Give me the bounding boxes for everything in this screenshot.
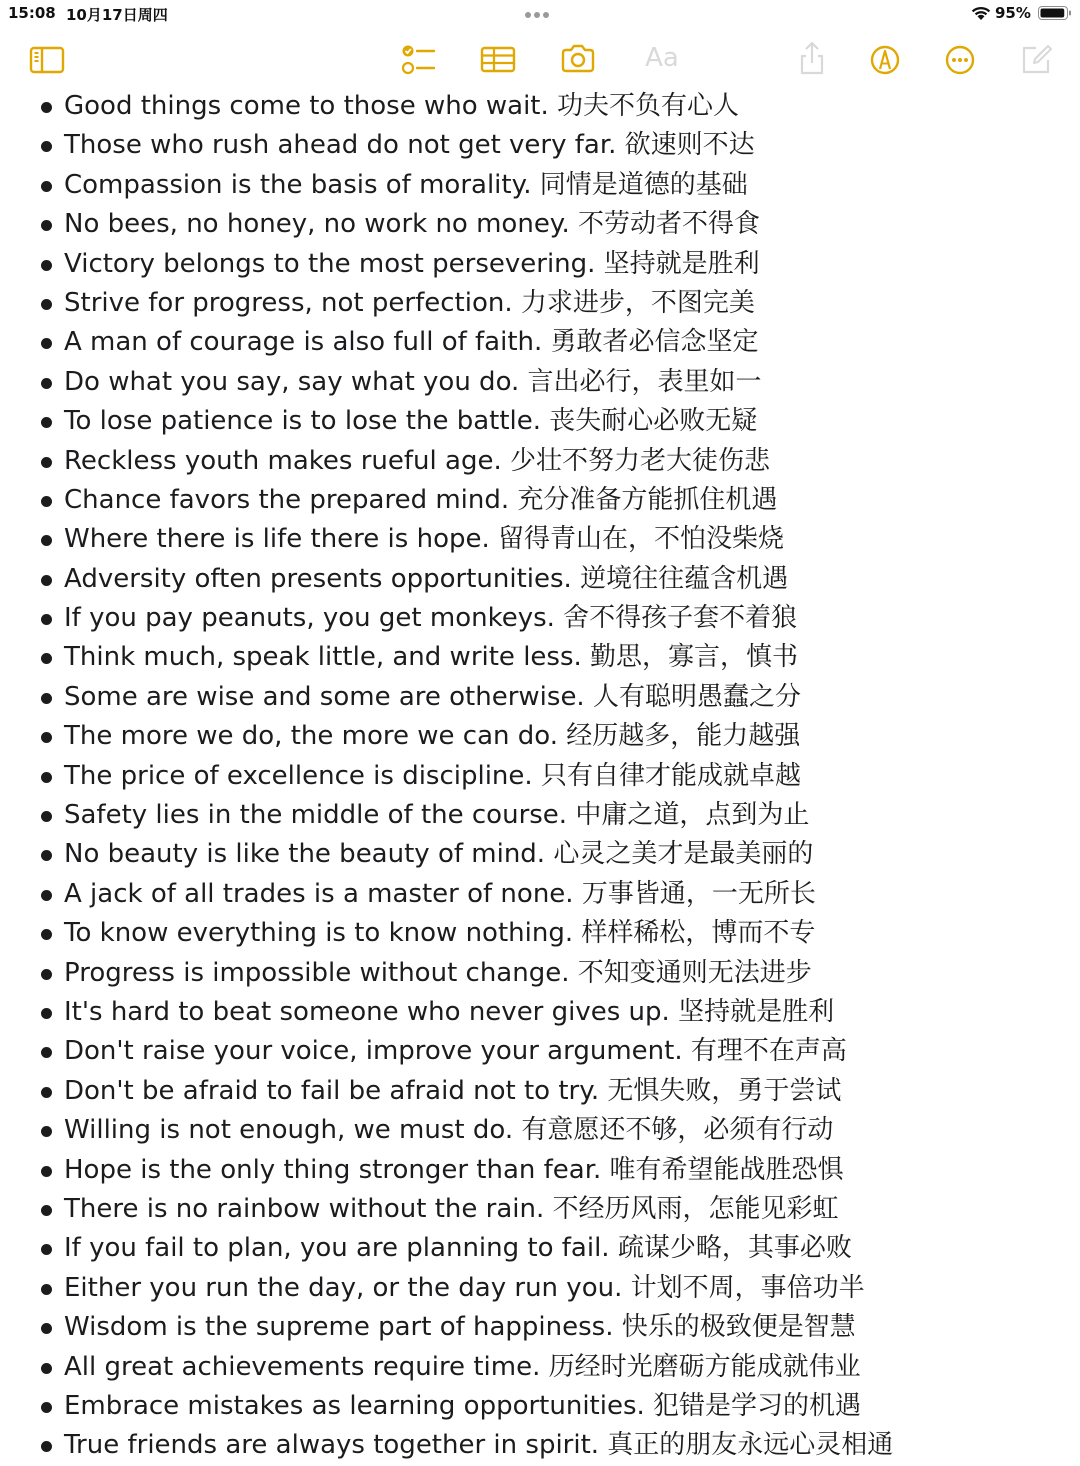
sidebar-icon xyxy=(28,38,68,78)
status-date: 10月17日周四 xyxy=(66,6,168,24)
list-item[interactable]: Wisdom is the supreme part of happiness. 快乐的极致便是智慧 xyxy=(40,1308,1070,1347)
list-item[interactable]: Don't be afraid to fail be afraid not to try. 无惧失败，勇于尝试 xyxy=(40,1072,1070,1111)
more-button[interactable] xyxy=(940,38,980,78)
list-item[interactable]: All great achievements require time. 历经时光磨砺方能成就伟业 xyxy=(40,1348,1070,1387)
list-item[interactable]: A man of courage is also full of faith. 勇敢者必信念坚定 xyxy=(40,323,1070,362)
notes-toolbar xyxy=(0,38,1080,84)
note-bullet-list[interactable] xyxy=(40,87,1070,1466)
list-item[interactable]: If you pay peanuts, you get monkeys. 舍不得孩子套不着狼 xyxy=(40,599,1070,638)
list-item[interactable]: The price of excellence is discipline. 只有自律才能成就卓越 xyxy=(40,757,1070,796)
camera-button[interactable] xyxy=(558,38,598,78)
markup-pen-icon xyxy=(865,38,905,78)
list-item[interactable]: To know everything is to know nothing. 样样稀松，博而不专 xyxy=(40,914,1070,953)
list-item[interactable]: Willing is not enough, we must do. 有意愿还不够，必须有行动 xyxy=(40,1111,1070,1150)
list-item[interactable]: No bees, no honey, no work no money. 不劳动者不得食 xyxy=(40,205,1070,244)
list-item[interactable]: Chance favors the prepared mind. 充分准备方能抓住机遇 xyxy=(40,481,1070,520)
sidebar-toggle-button[interactable] xyxy=(28,38,68,78)
list-item[interactable]: The more we do, the more we can do. 经历越多，能力越强 xyxy=(40,717,1070,756)
camera-icon xyxy=(558,38,598,78)
more-icon xyxy=(940,38,980,78)
list-item[interactable]: Where there is life there is hope. 留得青山在，不怕没柴烧 xyxy=(40,520,1070,559)
list-item[interactable]: To lose patience is to lose the battle. 丧失耐心必败无疑 xyxy=(40,402,1070,441)
list-item[interactable]: There is no rainbow without the rain. 不经历风雨，怎能见彩虹 xyxy=(40,1190,1070,1229)
list-item[interactable]: Some are wise and some are otherwise. 人有聪明愚蠢之分 xyxy=(40,678,1070,717)
multitasking-dots-icon[interactable] xyxy=(525,4,557,14)
list-item[interactable]: Strive for progress, not perfection. 力求进步，不图完美 xyxy=(40,284,1070,323)
list-item[interactable]: It's hard to beat someone who never gives up. 坚持就是胜利 xyxy=(40,993,1070,1032)
list-item[interactable]: Do what you say, say what you do. 言出必行，表里如一 xyxy=(40,363,1070,402)
list-item[interactable]: Reckless youth makes rueful age. 少壮不努力老大徒伤悲 xyxy=(40,442,1070,481)
list-item[interactable]: Good things come to those who wait. 功夫不负有心人 xyxy=(40,87,1070,126)
checklist-icon xyxy=(398,38,438,78)
share-icon xyxy=(792,38,832,78)
checklist-button[interactable] xyxy=(398,38,438,78)
list-item[interactable]: Compassion is the basis of morality. 同情是道德的基础 xyxy=(40,166,1070,205)
list-item[interactable]: Adversity often presents opportunities. 逆境往往蕴含机遇 xyxy=(40,560,1070,599)
list-item[interactable]: Safety lies in the middle of the course. 中庸之道，点到为止 xyxy=(40,796,1070,835)
list-item[interactable]: Hope is the only thing stronger than fear. 唯有希望能战胜恐惧 xyxy=(40,1151,1070,1190)
table-button[interactable] xyxy=(478,38,518,78)
list-item[interactable]: Progress is impossible without change. 不知变通则无法进步 xyxy=(40,954,1070,993)
battery-percent: 95% xyxy=(995,4,1031,22)
table-icon xyxy=(478,38,518,78)
list-item[interactable]: Victory belongs to the most persevering. 坚持就是胜利 xyxy=(40,245,1070,284)
share-button[interactable] xyxy=(792,38,832,78)
list-item[interactable]: No beauty is like the beauty of mind. 心灵之美才是最美丽的 xyxy=(40,835,1070,874)
list-item[interactable]: A jack of all trades is a master of none. 万事皆通，一无所长 xyxy=(40,875,1070,914)
markup-button[interactable] xyxy=(865,38,905,78)
compose-button[interactable] xyxy=(1016,38,1056,78)
format-text-button[interactable]: Aa xyxy=(645,43,679,73)
list-item[interactable]: Either you run the day, or the day run you. 计划不周，事倍功半 xyxy=(40,1269,1070,1308)
compose-icon xyxy=(1016,38,1056,78)
list-item[interactable]: Think much, speak little, and write less. 勤思，寡言，慎书 xyxy=(40,638,1070,677)
list-item[interactable]: Embrace mistakes as learning opportunities. 犯错是学习的机遇 xyxy=(40,1387,1070,1426)
status-bar xyxy=(0,0,1080,26)
list-item[interactable]: If you fail to plan, you are planning to fail. 疏谋少略，其事必败 xyxy=(40,1229,1070,1268)
list-item[interactable]: Those who rush ahead do not get very far. 欲速则不达 xyxy=(40,126,1070,165)
wifi-icon xyxy=(970,5,992,21)
list-item[interactable]: True friends are always together in spirit. 真正的朋友永远心灵相通 xyxy=(40,1426,1070,1465)
list-item[interactable]: Don't raise your voice, improve your argument. 有理不在声高 xyxy=(40,1032,1070,1071)
status-time: 15:08 xyxy=(8,4,56,22)
battery-icon xyxy=(1038,6,1072,20)
